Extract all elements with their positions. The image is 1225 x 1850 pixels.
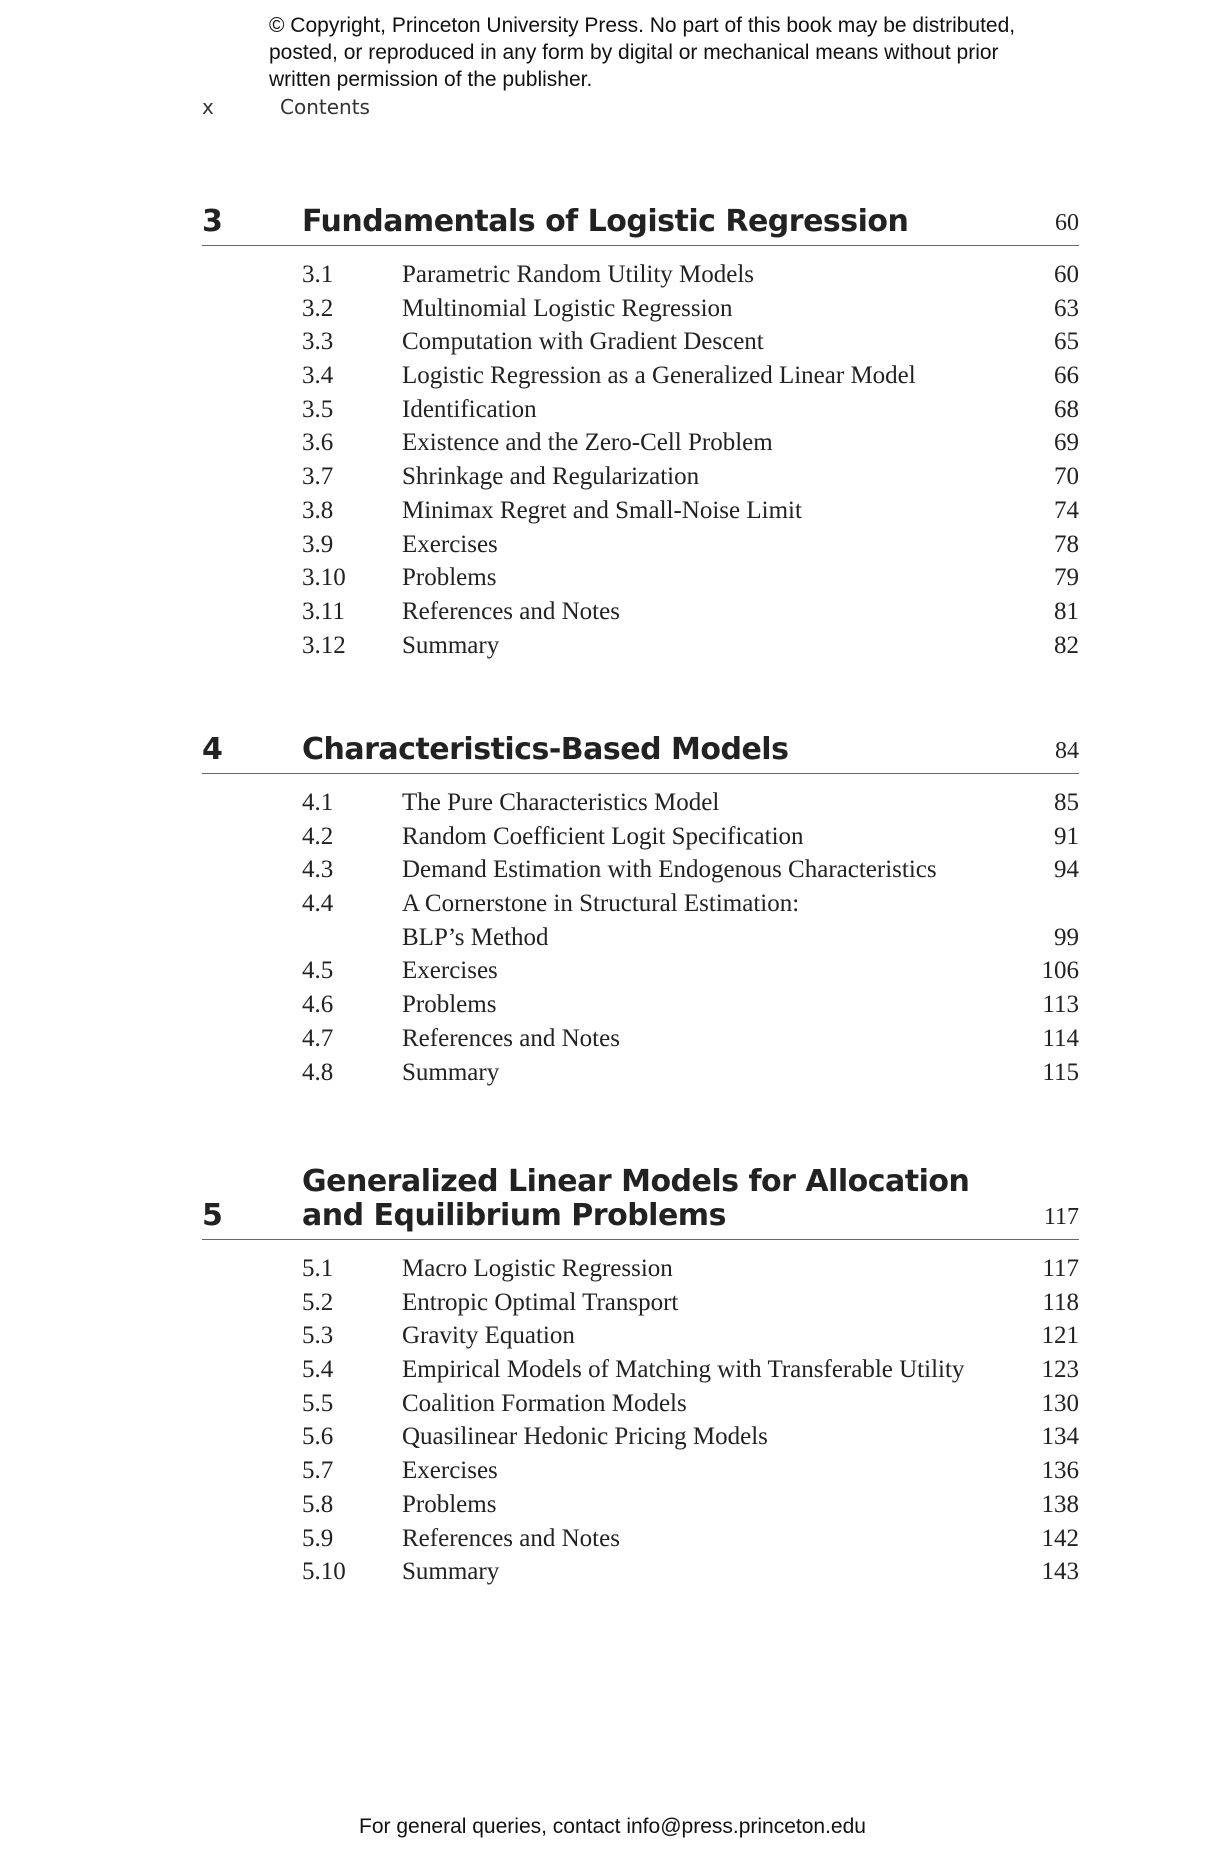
section-title: Logistic Regression as a Generalized Linear Model	[402, 362, 916, 390]
toc-entry	[202, 1252, 1079, 1286]
chapter-heading	[202, 205, 1079, 246]
section-title: Shrinkage and Regularization	[402, 463, 700, 491]
section-title: Identification	[402, 395, 537, 423]
section-page: 99	[1054, 923, 1079, 951]
toc-entry	[202, 1056, 1079, 1090]
section-title: Problems	[402, 1490, 497, 1518]
section-number: 3.4	[302, 362, 334, 390]
section-title: Summary	[402, 1058, 500, 1086]
section-page: 79	[1054, 564, 1079, 592]
section-page: 78	[1054, 530, 1079, 558]
section-number: 4.4	[302, 890, 334, 918]
toc-entry	[202, 1522, 1079, 1556]
section-page: 114	[1042, 1024, 1079, 1052]
section-title: Existence and the Zero-Cell Problem	[402, 429, 773, 457]
footer-contact: For general queries, contact info@press.princeton.edu	[359, 1815, 866, 1838]
section-page: 142	[1041, 1524, 1079, 1552]
section-page: 70	[1054, 463, 1079, 491]
chapter-title: Characteristics-Based Models	[302, 732, 789, 767]
section-title: References and Notes	[402, 597, 620, 625]
section-number: 5.10	[302, 1558, 346, 1586]
toc-entry	[202, 494, 1079, 528]
chapter-number: 5	[202, 1198, 223, 1233]
toc-entry	[202, 988, 1079, 1022]
toc-entry	[202, 426, 1079, 460]
section-number: 3.3	[302, 328, 334, 356]
section-page: 118	[1042, 1288, 1079, 1316]
section-title: Demand Estimation with Endogenous Characteristics	[402, 856, 937, 884]
toc-entry	[202, 853, 1079, 887]
section-number: 4.3	[302, 856, 334, 884]
section-title: Problems	[402, 991, 497, 1019]
section-number: 5.5	[302, 1389, 334, 1417]
section-list	[202, 258, 1079, 662]
section-title: Minimax Regret and Small-Noise Limit	[402, 496, 802, 524]
toc-entry	[202, 887, 1079, 921]
copyright-notice: © Copyright, Princeton University Press. No part of this book may be distributed, posted, or reproduced in any form by digital or mechanical means without prior written permission of the publisher.	[269, 14, 1016, 91]
section-page: 74	[1054, 496, 1079, 524]
toc-entry	[202, 629, 1079, 663]
toc-entry	[202, 561, 1079, 595]
section-title: The Pure Characteristics Model	[402, 789, 720, 816]
chapter-page: 117	[1043, 1204, 1079, 1230]
toc-entry	[202, 1387, 1079, 1421]
chapter-number: 3	[202, 204, 223, 239]
section-title: BLP’s Method	[402, 923, 549, 951]
section-page: 121	[1041, 1322, 1079, 1350]
section-page: 60	[1054, 261, 1079, 288]
toc-entry	[202, 1319, 1079, 1353]
section-title: Empirical Models of Matching with Transferable Utility	[402, 1356, 965, 1384]
section-number: 3.5	[302, 395, 334, 423]
section-number: 5.7	[302, 1457, 334, 1485]
section-page: 81	[1054, 597, 1079, 625]
section-title: A Cornerstone in Structural Estimation:	[402, 890, 800, 918]
section-number: 5.9	[302, 1524, 334, 1552]
section-number: 3.8	[302, 496, 334, 524]
section-number: 4.8	[302, 1058, 334, 1086]
toc-entry	[202, 325, 1079, 359]
section-title: Problems	[402, 564, 497, 592]
section-page: 123	[1041, 1356, 1079, 1384]
section-title: Quasilinear Hedonic Pricing Models	[402, 1423, 768, 1451]
running-head-label: Contents	[280, 95, 370, 119]
section-page: 134	[1041, 1423, 1079, 1451]
section-title: Macro Logistic Regression	[402, 1255, 673, 1282]
section-number: 3.1	[302, 261, 334, 288]
section-page: 68	[1054, 395, 1079, 423]
toc-entry	[202, 1420, 1079, 1454]
section-page: 115	[1042, 1058, 1079, 1086]
section-number: 5.3	[302, 1322, 334, 1350]
section-number: 4.5	[302, 957, 334, 985]
section-title: Parametric Random Utility Models	[402, 261, 755, 288]
chapter-5	[202, 1165, 1079, 1589]
section-page: 94	[1054, 856, 1079, 884]
section-number: 5.6	[302, 1423, 334, 1451]
section-title: References and Notes	[402, 1524, 620, 1552]
section-page: 65	[1054, 328, 1079, 356]
section-number: 4.6	[302, 991, 334, 1019]
section-title: Multinomial Logistic Regression	[402, 294, 733, 322]
section-list	[202, 1252, 1079, 1589]
section-title: Exercises	[402, 530, 498, 558]
section-number: 3.9	[302, 530, 334, 558]
toc-entry	[202, 786, 1079, 820]
chapter-3	[202, 205, 1079, 662]
section-number: 3.11	[302, 597, 345, 625]
chapter-page: 84	[1055, 738, 1079, 764]
section-title: Coalition Formation Models	[402, 1389, 687, 1417]
section-page: 106	[1041, 957, 1079, 985]
section-title: Gravity Equation	[402, 1322, 575, 1350]
toc-entry	[202, 954, 1079, 988]
toc-entry	[202, 1555, 1079, 1589]
section-page: 85	[1054, 789, 1079, 816]
toc-entry	[202, 921, 1079, 955]
toc-entry	[202, 460, 1079, 494]
section-page: 130	[1041, 1389, 1079, 1417]
section-title: Random Coefficient Logit Specification	[402, 822, 804, 850]
section-title: Exercises	[402, 1457, 498, 1485]
chapter-number: 4	[202, 732, 223, 767]
section-page: 91	[1054, 822, 1079, 850]
toc-entry	[202, 1286, 1079, 1320]
chapter-title: Fundamentals of Logistic Regression	[302, 204, 909, 239]
page-number: x	[202, 95, 214, 119]
section-page: 138	[1041, 1490, 1079, 1518]
section-number: 4.2	[302, 822, 334, 850]
toc-entry	[202, 820, 1079, 854]
chapter-heading	[202, 1165, 1079, 1240]
section-title: Entropic Optimal Transport	[402, 1288, 679, 1316]
toc-entry	[202, 393, 1079, 427]
chapter-title: Generalized Linear Models for Allocation and Equilibrium Problems	[302, 1164, 970, 1233]
section-number: 5.8	[302, 1490, 334, 1518]
section-title: Computation with Gradient Descent	[402, 328, 764, 356]
section-number: 3.6	[302, 429, 334, 457]
section-number: 3.12	[302, 631, 346, 659]
section-title: Summary	[402, 1558, 500, 1586]
toc-entry	[202, 1022, 1079, 1056]
toc-entry	[202, 359, 1079, 393]
section-title: References and Notes	[402, 1024, 620, 1052]
chapter-heading	[202, 733, 1079, 774]
toc-entry	[202, 528, 1079, 562]
chapter-4	[202, 733, 1079, 1089]
section-title: Exercises	[402, 957, 498, 985]
section-number: 3.2	[302, 294, 334, 322]
section-page: 117	[1042, 1255, 1079, 1282]
toc-entry	[202, 1353, 1079, 1387]
section-title: Summary	[402, 631, 500, 659]
section-page: 63	[1054, 294, 1079, 322]
section-number: 5.2	[302, 1288, 334, 1316]
section-page: 136	[1041, 1457, 1079, 1485]
section-page: 113	[1042, 991, 1079, 1019]
section-number: 4.1	[302, 789, 334, 816]
section-page: 82	[1054, 631, 1079, 659]
section-page: 69	[1054, 429, 1079, 457]
toc-entry	[202, 595, 1079, 629]
toc-entry	[202, 1454, 1079, 1488]
section-number: 5.1	[302, 1255, 334, 1282]
section-list	[202, 786, 1079, 1089]
section-page: 66	[1054, 362, 1079, 390]
section-number: 3.10	[302, 564, 346, 592]
toc-entry	[202, 292, 1079, 326]
section-number: 5.4	[302, 1356, 334, 1384]
section-number: 3.7	[302, 463, 334, 491]
section-number: 4.7	[302, 1024, 334, 1052]
toc-entry	[202, 1488, 1079, 1522]
chapter-page: 60	[1055, 210, 1079, 236]
toc-entry	[202, 258, 1079, 292]
section-page: 143	[1041, 1558, 1079, 1586]
